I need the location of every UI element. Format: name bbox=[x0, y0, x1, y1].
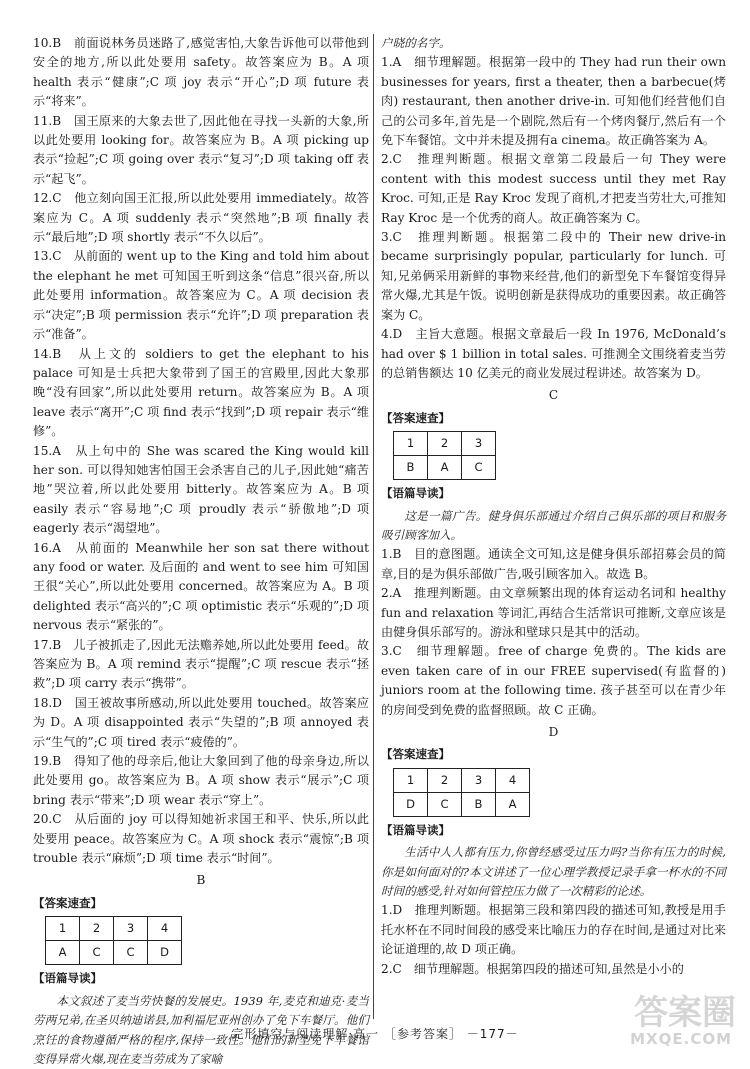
section-b-item-list bbox=[381, 53, 726, 383]
section-d-item-list bbox=[381, 901, 726, 979]
answer-letter: C bbox=[462, 456, 496, 480]
answer-letter: B bbox=[462, 792, 496, 816]
intro-continuation: 户晓的名字。 bbox=[381, 36, 451, 50]
answer-letter: D bbox=[394, 792, 428, 816]
passage-guide-tag-c: 【语篇导读】 bbox=[381, 486, 450, 501]
section-b-heading: B bbox=[196, 873, 206, 888]
watermark-url: MXQE.COM bbox=[630, 1030, 732, 1048]
answer-number: 1 bbox=[46, 917, 80, 941]
section-d-heading: D bbox=[548, 725, 559, 739]
answer-number: 1 bbox=[394, 768, 428, 792]
column-divider bbox=[373, 34, 374, 1019]
answer-letter: A bbox=[46, 941, 80, 965]
answer-number: 3 bbox=[114, 917, 148, 941]
explanation-item: 1.A 细节理解题。根据第一段中的 They had run their own businesses for years, first a theater, then a barbecue(烤肉) restaurant, then another drive-in. 可知他们经营他们自己的公司多年,首先是一个剧院,然后有一个烤肉餐厅,然后有一个免下车餐馆。文中并未提及拥有a cinema。故正确答案为 A。 bbox=[381, 55, 726, 148]
answer-number: 4 bbox=[496, 768, 530, 792]
answer-number: 1 bbox=[394, 432, 428, 456]
explanation-item: 1.B 目的意图题。通读全文可知,这是健身俱乐部招募会员的简章,目的是为俱乐部做广告,吸引顾客加入。故选 B。 bbox=[381, 547, 726, 581]
right-column bbox=[381, 34, 726, 979]
answer-key-tag-b: 【答案速查】 bbox=[33, 895, 102, 910]
explanation-item: 11.B 国王原来的大象去世了,因此他在寻找一头新的大象,所以此处要用 looking for。故答案应为 B。A 项 picking up 表示“捡起”;C 项 going over 表示“复习”;D 项 taking off 表示“起飞”。 bbox=[33, 113, 369, 186]
answer-key-tag-c: 【答案速查】 bbox=[381, 410, 450, 425]
explanation-item: 16.A 从前面的 Meanwhile her son sat there without any food or water. 及后面的 and went to see him 可知国王很“关心”,所以此处要用 concerned。故答案应为 A。B 项 delighted 表示“高兴的”;C 项 optimistic 表示“乐观的”;D 项 nervous 表示“紧张的”。 bbox=[33, 540, 369, 633]
passage-guide-tag-d: 【语篇导读】 bbox=[381, 822, 450, 837]
page-footer: 完形填空与阅读理解·高一 ［参考答案］ －177－ bbox=[231, 1027, 519, 1041]
section-c-item-list bbox=[381, 545, 726, 720]
answer-key-table-b bbox=[45, 916, 182, 965]
explanation-item: 18.D 国王被故事所感动,所以此处要用 touched。故答案应为 D。A 项 disappointed 表示“失望的”;B 项 annoyed 表示“生气的”;C 项 tired 表示“疲倦的”。 bbox=[33, 695, 369, 749]
explanation-item: 1.D 推理判断题。根据第三段和第四段的描述可知,教授是用手托水杯在不同时间段的感受来比喻压力的存在时间,是通过对比来论证道理的,故 D 项正确。 bbox=[381, 903, 726, 957]
answer-number: 3 bbox=[462, 768, 496, 792]
answer-number: 3 bbox=[462, 432, 496, 456]
passage-guide-tag-b: 【语篇导读】 bbox=[33, 971, 102, 986]
explanation-item: 2.C 细节理解题。根据第四段的描述可知,虽然是小小的 bbox=[381, 961, 684, 976]
left-item-list bbox=[33, 34, 369, 868]
passage-intro-c: 这是一篇广告。健身俱乐部通过介绍自己俱乐部的项目和服务吸引顾客加入。 bbox=[381, 508, 726, 542]
explanation-item: 15.A 从上句中的 She was scared the King would kill her son. 可以得知她害怕国王会杀害自己的儿子,因此她“痛苦地”哭泣着,所以此处要用 bitterly。故答案应为 A。B 项 easily 表示“容易地”;C 项 proudly 表示“骄傲地”;D 项 eagerly 表示“渴望地”。 bbox=[33, 443, 369, 536]
explanation-item: 3.C 推理判断题。根据第二段中的 Their new drive-in became surprisingly popular, particularly for lunch. 可知,兄弟俩采用新鲜的事物来经营,他们的新型免下车餐馆变得异常火爆,尤其是午饭。说明创新是获得成功的重要因素。故正确答案为 C。 bbox=[381, 230, 726, 322]
answer-letter: C bbox=[80, 941, 114, 965]
answer-letter: C bbox=[114, 941, 148, 965]
answer-number: 2 bbox=[428, 768, 462, 792]
answer-letter: A bbox=[496, 792, 530, 816]
passage-intro-d: 生活中人人都有压力,你曾经感受过压力吗?当你有压力的时候,你是如何面对的?本文讲述了一位心理学教授记录手拿一杯水的不同时间的感受,针对如何管控压力做了一次精彩的论述。 bbox=[381, 845, 726, 899]
answer-letter: C bbox=[428, 792, 462, 816]
explanation-item: 4.D 主旨大意题。根据文章最后一段 In 1976, McDonald’s had over $ 1 billion in total sales. 可推测全文围绕着麦当劳的总销售额达 10 亿美元的商业发展过程讲述。故答案为 D。 bbox=[381, 327, 726, 380]
explanation-item: 2.A 推理判断题。由文章频繁出现的体育运动名词和 healthy fun and relaxation 等词汇,再结合生活常识可推断,文章应该是由健身俱乐部写的。游泳和壁球只是其中的活动。 bbox=[381, 586, 726, 639]
answer-letter: A bbox=[428, 456, 462, 480]
answer-key-table-c bbox=[393, 431, 496, 480]
explanation-item: 3.C 细节理解题。free of charge 免费的。The kids are even taken care of in our FREE supervised(有监督的) juniors room at the following time. 孩子甚至可以在青少年的房间受到免费的监督照顾。故 C 正确。 bbox=[381, 644, 726, 717]
left-column bbox=[33, 34, 369, 1069]
answer-letter: B bbox=[394, 456, 428, 480]
section-c-heading: C bbox=[548, 388, 559, 403]
answer-letter: D bbox=[148, 941, 182, 965]
watermark-logo: 答案圈 bbox=[634, 993, 736, 1033]
answer-key-table-d bbox=[393, 768, 530, 817]
answer-number: 2 bbox=[428, 432, 462, 456]
explanation-item: 20.C 从后面的 joy 可以得知她祈求国王和平、快乐,所以此处要用 peace。故答案应为 C。A 项 shock 表示“震惊”;B 项 trouble 表示“麻烦”;D 项 time 表示“时间”。 bbox=[33, 812, 369, 866]
answer-number: 2 bbox=[80, 917, 114, 941]
explanation-item: 13.C 从前面的 went up to the King and told him about the elephant he met 可知国王听到这条“信息”很兴奋,所以此处要用 information。故答案应为 C。A 项 decision 表示“决定”;B 项 permission 表示“允许”;D 项 preparation 表示“准备”。 bbox=[33, 249, 369, 342]
explanation-item: 12.C 他立刻向国王汇报,所以此处要用 immediately。故答案应为 C。A 项 suddenly 表示“突然地”;B 项 finally 表示“最后地”;D 项 shortly 表示“不久以后”。 bbox=[33, 191, 369, 245]
explanation-item: 17.B 儿子被抓走了,因此无法赡养她,所以此处要用 feed。故答案应为 B。A 项 remind 表示“提醒”;C 项 rescue 表示“拯救”;D 项 carry 表示“携带”。 bbox=[33, 637, 369, 691]
explanation-item: 19.B 得知了他的母亲后,他让大象回到了他的母亲身边,所以此处要用 go。故答案应为 B。A 项 show 表示“展示”;C 项 bring 表示“带来”;D 项 wear 表示“穿上”。 bbox=[33, 754, 369, 807]
explanation-item: 2.C 推理判断题。根据文章第二段最后一句 They were content with this modest success until they met Ray Kroc. 可知,正是 Ray Kroc 发现了商机,才把麦当劳壮大,可推知 Ray Kroc 是一个优秀的商人。故正确答案为 C。 bbox=[381, 152, 726, 225]
answer-number: 4 bbox=[148, 917, 182, 941]
passage-intro-b: 本文叙述了麦当劳快餐的发展史。1939 年,麦克和迪克·麦当劳两兄弟,在圣贝纳迪诺县,加利福尼亚州创办了免下车餐厅。他们烹饪的食物遵循严格的程序,保持一致性。他们的新型免下车餐馆变得异常火爆,现在麦当劳成为了家喻 bbox=[33, 993, 369, 1066]
explanation-item: 10.B 前面说林务员迷路了,感觉害怕,大象告诉他可以带他到安全的地方,所以此处要用 safety。故答案应为 B。A 项 health 表示“健康”;C 项 joy 表示“开心”;D 项 future 表示“将来”。 bbox=[33, 36, 369, 109]
explanation-item: 14.B 从上文的 soldiers to get the elephant to his palace 可知是士兵把大象带到了国王的宫殿里,因此大象那晚“没有回家”,所以此处要用 return。故答案应为 B。A 项 leave 表示“离开”;C 项 find 表示“找到”;D 项 repair 表示“维修”。 bbox=[33, 346, 369, 439]
answer-key-tag-d: 【答案速查】 bbox=[381, 747, 450, 762]
